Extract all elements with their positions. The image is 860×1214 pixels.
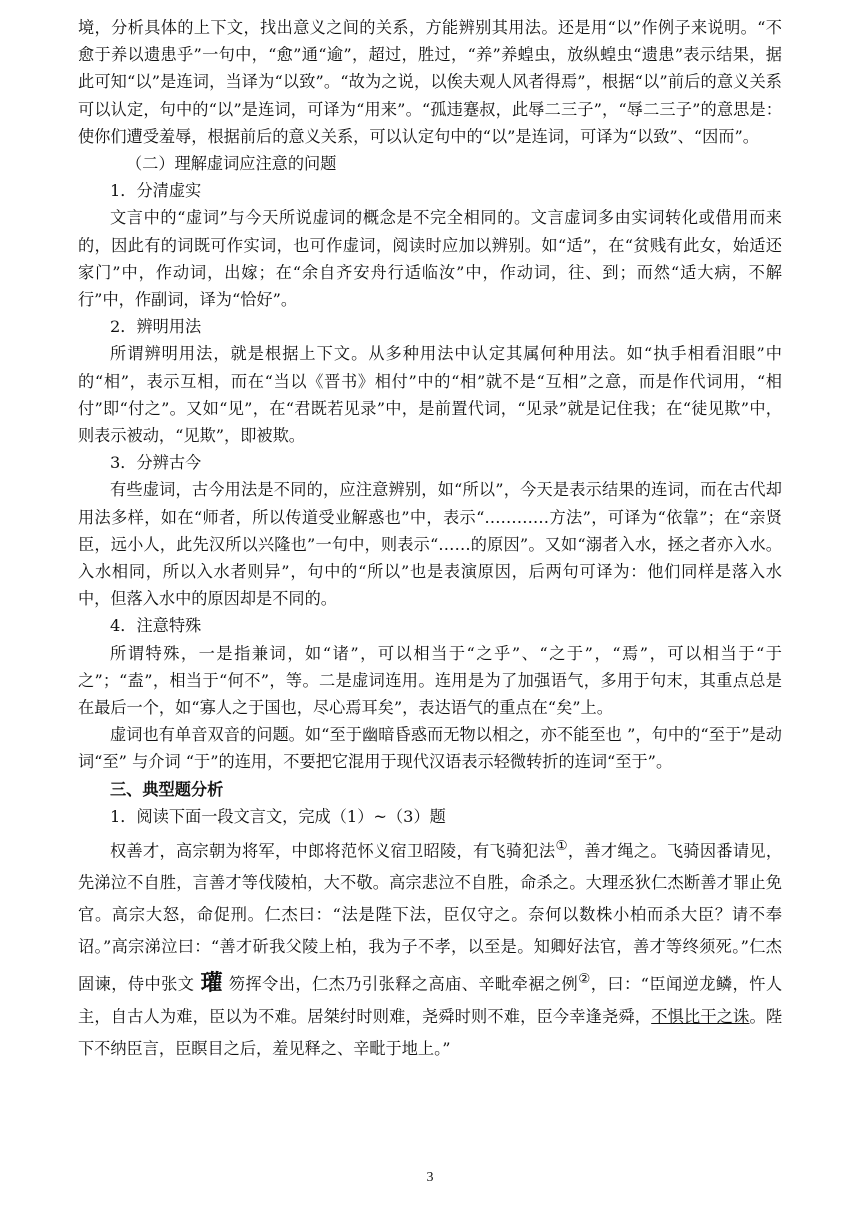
footnote-marker: ②	[578, 971, 591, 988]
footnote-marker: ①	[555, 838, 568, 855]
body-paragraph: 所谓特殊，一是指兼词，如“诸”，可以相当于“之乎”、“之于”，“焉”，可以相当于“于之”；“盍”，相当于“何不”，等。二是虚词连用。连用是为了加强语气，多用于句末，其重点总是在最后一个，如“寡人之于国也，尽心焉耳矣”，表达语气的重点在“矣”上。	[78, 643, 782, 718]
subsection-heading: 1．分清虚实	[110, 181, 202, 201]
document-page	[78, 14, 782, 1065]
subsection-heading: 3．分辨古今	[110, 453, 202, 473]
passage-text: ，善才绳之。飞骑因番请见，先涕泣不自胜，言善才等伐陵柏，大不敬。高宗悲泣不自胜，命杀之。大理丞狄仁杰断善才罪止免官。高宗大怒，命促刑。仁杰曰：“法是陛下法，臣仅守之。奈何以数株小柏而杀大臣？请不奉诏。”高宗涕泣曰：“善才斫我父陵上柏，我为子不孝，以至是。知卿好法官，善才等终须死。”仁杰固谏，侍中张文	[78, 841, 783, 994]
passage-text: 。陛下不纳臣言，臣瞑目之后，羞见释之、辛毗于地上。”	[78, 1006, 783, 1058]
body-paragraph: 所谓辨明用法，就是根据上下文。从多种用法中认定其属何种用法。如“执手相看泪眼”中的“相”，表示互相，而在“当以《晋书》相付”中的“相”就不是“互相”之意，而是作代词用，“相付”即“付之”。又如“见”，在“君既若见录”中，是前置代词，“见录”就是记住我；在“徒见欺”中，则表示被动，“见欺”，即被欺。	[78, 344, 782, 446]
section-heading: 三、典型题分析	[110, 779, 224, 799]
body-paragraph: 虚词也有单音双音的问题。如“至于幽暗昏惑而无物以相之，亦不能至也 ”，句中的“至于”是动词“至” 与介词 “于”的连用，不要把它混用于现代汉语表示轻微转折的连词“至于”。	[78, 725, 782, 772]
body-paragraph: 有些虚词，古今用法是不同的，应注意辨别，如“所以”，今天是表示结果的连词，而在古代却用法多样，如在“师者，所以传道受业解惑也”中，表示“…………方法”，可译为“依靠”；在“亲贤臣，远小人，此先汉所以兴隆也”一句中，则表示“……的原因”。又如“溺者入水，拯之者亦入水。入水相同，所以入水者则异”，句中的“所以”也是表演原因，后两句可译为：他们同样是落入水中，但落入水中的原因却是不同的。	[78, 480, 782, 609]
question-instruction: 1．阅读下面一段文言文，完成（1）~（3）题	[110, 806, 446, 826]
passage-text: 笏挥令出，仁杰乃引张释之高庙、辛毗牵裾之例	[228, 974, 579, 994]
body-paragraph: 境，分析具体的上下文，找出意义之间的关系，方能辨别其用法。还是用“以”作例子来说明。“不愈于养以遗患乎”一句中，“愈”通“逾”，超过，胜过，“养”养蝗虫，放纵蝗虫“遗患”表示结果，据此可知“以”是连词，当译为“以致”。“故为之说，以俟夫观人风者得焉”，根据“以”前后的意义关系可以认定，句中的“以”是连词，可译为“用来”。“孤违蹇叔，此辱二三子”，“辱二三子”的意思是：使你们遭受羞辱，根据前后的意义关系，可以认定句中的“以”是连词，可译为“以致”、“因而”。	[78, 18, 782, 146]
large-glyph: 瓘	[200, 969, 223, 996]
classical-passage	[78, 830, 782, 1065]
body-paragraph: 文言中的“虚词”与今天所说虚词的概念是不完全相同的。文言虚词多由实词转化或借用而来的，因此有的词既可作实词，也可作虚词，阅读时应加以辨别。如“适”，在“贫贱有此女，始适还家门”中，作动词，出嫁；在“余自齐安舟行适临汝”中，作动词，往、到；而然“适大病，不解行”中，作副词，译为“恰好”。	[78, 208, 782, 310]
subsection-heading: 2．辨明用法	[110, 317, 202, 337]
page-number: 3	[426, 1170, 434, 1185]
subsection-heading: 4．注意特殊	[110, 616, 202, 636]
section-heading: （二）理解虚词应注意的问题	[126, 154, 337, 174]
passage-text: ，曰：“臣闻逆龙鳞，忤人主，自古人为难，臣以为不难。居桀纣时则难，尧舜时则不难，臣今幸逢尧舜，	[78, 974, 783, 1026]
underlined-phrase: 不惧比干之诛	[651, 1006, 750, 1026]
passage-text: 权善才，高宗朝为将军，中郎将范怀义宿卫昭陵，有飞骑犯法	[110, 841, 556, 861]
